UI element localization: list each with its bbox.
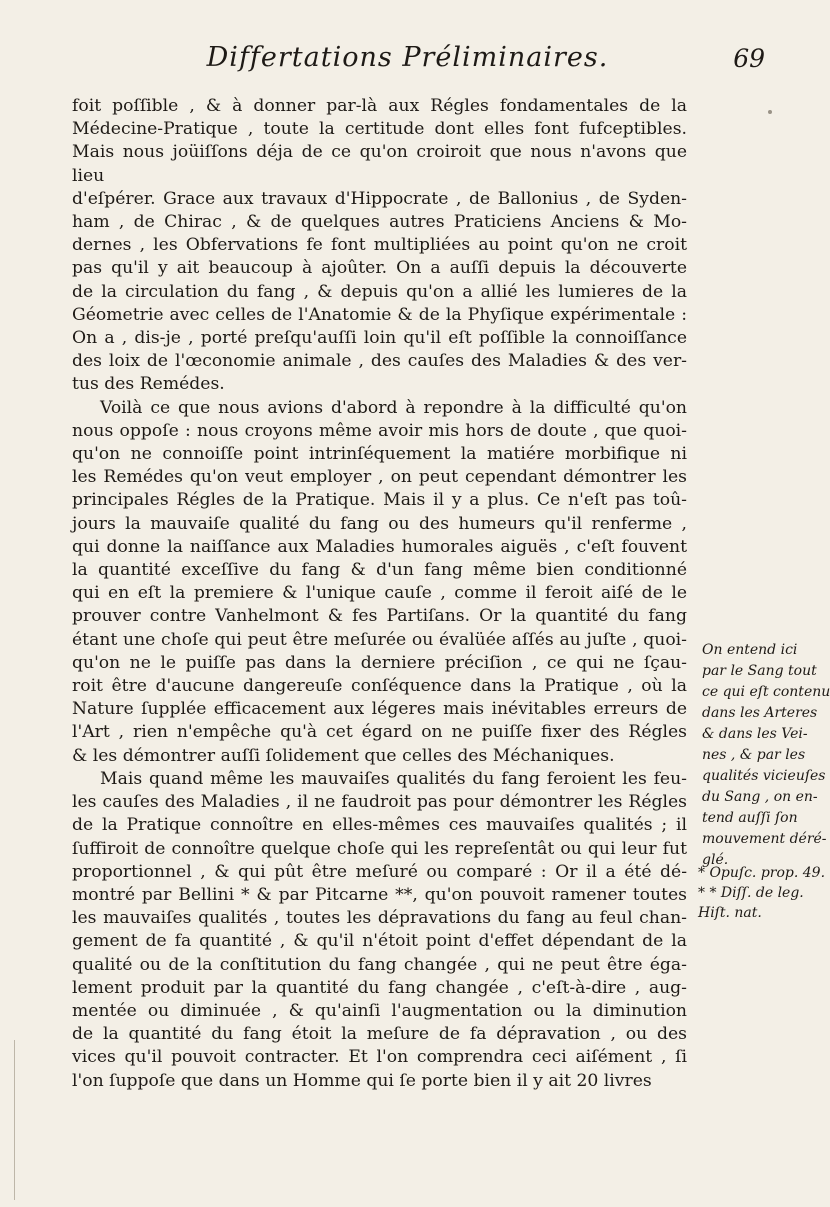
margin-references [698, 863, 826, 923]
text-line: jours la mauvaiſe qualité du fang ou des humeurs qu'il renferme , [72, 513, 687, 534]
margin-note-line: On entend ici [702, 642, 798, 658]
text-line: Géometrie avec celles de l'Anatomie & de la Phyſique expérimentale : [72, 304, 687, 325]
reference-line: * * Diſſ. de leg. [698, 885, 804, 901]
text-line: les cauſes des Maladies , il ne faudroit pas pour démontrer les Régles [72, 792, 687, 813]
paragraph-1 [72, 95, 687, 397]
text-line: l'Art , rien n'empêche qu'à cet égard on ne puiſſe fixer des Régles [72, 722, 687, 743]
text-line: foit poſſible , & à donner par-là aux Régles fondamentales de la [72, 96, 687, 116]
text-line: qui donne la naiſſance aux Maladies humorales aiguës , c'eſt fouvent [72, 536, 687, 557]
text-line: la quantité exceſſive du fang & d'un fang même bien conditionné [72, 560, 687, 581]
text-line: les mauvaiſes qualités , toutes les dépravations du fang au feul chan- [72, 908, 687, 929]
text-line: Nature ſupplée efficacement aux légeres mais inévitables erreurs de [72, 699, 687, 720]
text-line: lement produit par la quantité du fang changée , c'eſt-à-dire , aug- [72, 977, 687, 998]
text-line: tus des Remédes. [72, 374, 225, 395]
text-line: qu'on ne connoiſſe point intrinſéquement la matiére morbifique ni [72, 444, 687, 465]
text-line: d'eſpérer. Grace aux travaux d'Hippocrate , de Ballonius , de Syden- [72, 188, 687, 209]
text-line: Mais nous joüiſſons déja de ce qu'on croiroit que nous n'avons que lieu [72, 142, 687, 186]
text-line: On a , dis-je , porté preſqu'auſſi loin qu'il eſt poſſible la connoiſſance [72, 328, 687, 349]
text-line: qui en eſt la premiere & l'unique cauſe , comme il feroit aiſé de le [72, 583, 687, 604]
text-line: dernes , les Obfervations fe font multipliées au point qu'on ne croit [72, 235, 687, 256]
text-line: de la Pratique connoître en elles-mêmes ces mauvaiſes qualités ; il [72, 815, 687, 836]
text-line: & les démontrer auſſi ſolidement que celles des Méchaniques. [72, 745, 615, 766]
text-line: ſuffiroit de connoître quelque choſe qui les repreſentât ou qui leur fut [72, 838, 687, 859]
margin-note-line: du Sang , on en- [702, 789, 818, 805]
margin-note-line: par le Sang tout [702, 663, 817, 679]
paragraph-2 [72, 397, 687, 768]
page-crease [14, 1040, 15, 1200]
text-line: Médecine-Pratique , toute la certitude dont elles font fufceptibles. [72, 119, 687, 140]
text-line: vices qu'il pouvoit contracter. Et l'on comprendra ceci aiſément , ſi [72, 1047, 687, 1068]
page-number: 69 [733, 44, 765, 73]
text-line: Mais quand même les mauvaiſes qualités du fang feroient les feu- [100, 768, 687, 789]
text-line: qualité ou de la conſtitution du fang changée , qui ne peut être éga- [72, 954, 687, 975]
text-line: les Remédes qu'on veut employer , on peut cependant démontrer les [72, 467, 687, 488]
text-line: de la quantité du fang étoit la meſure de fa dépravation , ou des [72, 1024, 687, 1045]
margin-note-line: nes , & par les [702, 747, 806, 763]
margin-note-line: mouvement déré- [702, 831, 827, 847]
margin-note-line: dans les Arteres [702, 705, 818, 721]
margin-note [702, 640, 830, 871]
ink-spot [768, 110, 772, 114]
paragraph-3 [72, 768, 687, 1093]
reference-line: Hiſt. nat. [698, 905, 762, 921]
text-line: gement de fa quantité , & qu'il n'étoit point d'effet dépendant de la [72, 931, 687, 952]
text-line: de la circulation du fang , & depuis qu'on a allié les lumieres de la [72, 281, 687, 302]
text-line: l'on ſuppoſe que dans un Homme qui ſe porte bien il y ait 20 livres [72, 1070, 652, 1091]
text-line: roit être d'aucune dangereuſe conſéquence dans la Pratique , où la [72, 676, 687, 697]
page-title: Differtations Préliminaires. [206, 42, 609, 73]
margin-note-line: tend auſſi ſon [702, 810, 798, 826]
text-line: mentée ou diminuée , & qu'ainſi l'augmentation ou la diminution [72, 1000, 687, 1021]
margin-note-line: glé. [702, 852, 729, 868]
body-text [72, 95, 687, 1093]
text-line: proportionnel , & qui pût être meſuré ou comparé : Or il a été dé- [72, 861, 687, 882]
text-line: nous oppoſe : nous croyons même avoir mis hors de doute , que quoi- [72, 420, 687, 441]
text-line: ham , de Chirac , & de quelques autres Praticiens Anciens & Mo- [72, 212, 687, 233]
text-line: principales Régles de la Pratique. Mais il y a plus. Ce n'eſt pas toû- [72, 490, 687, 511]
text-line: des loix de l'œconomie animale , des cauſes des Maladies & des ver- [72, 351, 687, 372]
text-line: prouver contre Vanhelmont & fes Partiſans. Or la quantité du fang [72, 606, 687, 627]
text-line: étant une choſe qui peut être meſurée ou évalüée aſſés au juſte , quoi- [72, 629, 687, 650]
text-line: qu'on ne le puiſſe pas dans la derniere préciſion , ce qui ne ſçau- [72, 652, 687, 673]
running-header [110, 42, 765, 82]
text-line: Voilà ce que nous avions d'abord à repondre à la difficulté qu'on [100, 397, 687, 418]
reference-line: * Opuſc. prop. 49. [698, 865, 826, 881]
margin-note-line: qualités vicieuſes [702, 768, 826, 784]
margin-note-line: ce qui eſt contenu [702, 684, 830, 700]
text-line: pas qu'il y ait beaucoup à ajoûter. On a auſſi depuis la découverte [72, 258, 687, 279]
text-line: montré par Bellini * & par Pitcarne **, qu'on pouvoit ramener toutes [72, 884, 687, 905]
margin-note-line: & dans les Vei- [702, 726, 808, 742]
